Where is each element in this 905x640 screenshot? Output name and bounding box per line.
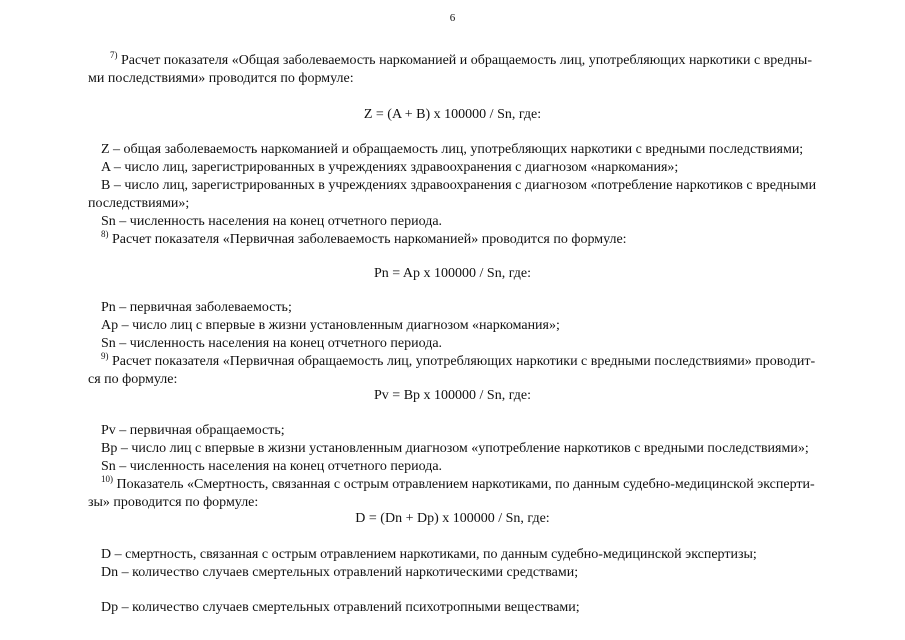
def-b-line-2: последствиями»;: [88, 196, 190, 211]
def-ap: Ap – число лиц с впервые в жизни установленным диагнозом «наркомания»;: [101, 318, 560, 333]
def-d: D – смертность, связанная с острым отравлением наркотиками, по данным судебно-медицинской экспертизы;: [101, 547, 757, 562]
footnote-9-line-2: ся по формуле:: [88, 372, 178, 387]
footnote-8-text: Расчет показателя «Первичная заболеваемость наркоманией» проводится по формуле:: [108, 232, 627, 247]
footnote-10-line-2: зы» проводится по формуле:: [88, 495, 259, 510]
footnote-9-text: Расчет показателя «Первичная обращаемость лиц, употребляющих наркотики с вредными последствиями» проводит-: [108, 354, 816, 369]
footnote-10-text: Показатель «Смертность, связанная с острым отравлением наркотиками, по данным судебно-медицинской эксперти-: [113, 477, 815, 492]
formula-pn: Pn = Ap x 100000 / Sn, где:: [374, 266, 531, 281]
footnote-8-line-1: [101, 231, 627, 249]
def-z: Z – общая заболеваемость наркоманией и обращаемость лиц, употребляющих наркотики с вредными последствиями;: [101, 142, 804, 157]
footnote-10-line-1: [101, 476, 815, 494]
formula-pv: Pv = Bp x 100000 / Sn, где:: [374, 388, 531, 403]
def-sn-7: Sn – численность населения на конец отчетного периода.: [101, 214, 443, 229]
footnote-10-mark: 10): [101, 474, 113, 484]
footnote-9-line-1: [101, 353, 815, 371]
footnote-7-mark: 7): [110, 50, 118, 60]
def-pv: Pv – первичная обращаемость;: [101, 423, 285, 438]
def-dp: Dp – количество случаев смертельных отравлений психотропными веществами;: [101, 600, 580, 615]
footnote-7-text: Расчет показателя «Общая заболеваемость наркоманией и обращаемость лиц, употребляющих наркотики с вредны-: [117, 53, 812, 68]
formula-d: D = (Dn + Dp) x 100000 / Sn, где:: [355, 511, 550, 526]
footnote-8-mark: 8): [101, 229, 109, 239]
page-number: 6: [449, 12, 456, 24]
def-a: A – число лиц, зарегистрированных в учреждениях здравоохранения с диагнозом «наркомания»;: [101, 160, 679, 175]
def-b-line-1: B – число лиц, зарегистрированных в учреждениях здравоохранения с диагнозом «потребление наркотиков с вредными: [101, 178, 817, 193]
def-bp: Bp – число лиц с впервые в жизни установленным диагнозом «употребление наркотиков с вредными последствиями»;: [101, 441, 809, 456]
formula-z: Z = (A + B) x 100000 / Sn, где:: [363, 107, 542, 122]
footnote-9-mark: 9): [101, 351, 109, 361]
footnote-7-line-1: [110, 52, 812, 70]
def-pn: Pn – первичная заболеваемость;: [101, 300, 292, 315]
def-sn-9: Sn – численность населения на конец отчетного периода.: [101, 459, 443, 474]
footnote-7-line-2: ми последствиями» проводится по формуле:: [88, 71, 354, 86]
def-sn-8: Sn – численность населения на конец отчетного периода.: [101, 336, 443, 351]
def-dn: Dn – количество случаев смертельных отравлений наркотическими средствами;: [101, 565, 579, 580]
